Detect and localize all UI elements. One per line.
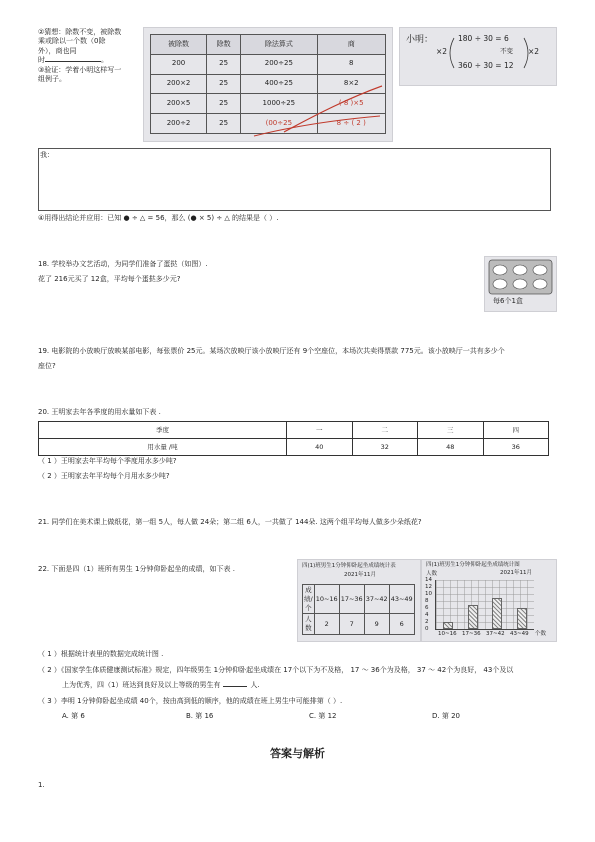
q22-blank[interactable] bbox=[223, 686, 247, 687]
table-header: 一 bbox=[287, 422, 353, 439]
option-b[interactable]: B. 第 16 bbox=[186, 712, 214, 720]
table-cell: 37~42 bbox=[364, 585, 389, 614]
q20-table bbox=[38, 421, 549, 456]
table-cell: 8×2 bbox=[317, 74, 386, 94]
table-cell: 40 bbox=[287, 439, 353, 456]
chart-bar bbox=[517, 608, 527, 629]
table-cell: 成绩/个 bbox=[303, 585, 315, 614]
xiaoming-photo bbox=[399, 27, 557, 86]
table-cell: 25 bbox=[207, 114, 241, 134]
q20-intro: 20. 王明家去年各季度的用水量如下表 . bbox=[38, 408, 161, 416]
y-tick: 2 bbox=[425, 619, 429, 625]
q22-table-photo bbox=[297, 559, 421, 642]
q17-verify-line: 组例子。 bbox=[38, 75, 66, 84]
photo-table-date: 2021年11月 bbox=[344, 572, 376, 578]
y-tick: 12 bbox=[425, 584, 432, 590]
table-cell: 17~36 bbox=[339, 585, 364, 614]
table-cell: 7 bbox=[339, 614, 364, 635]
table-cell: 200 bbox=[151, 54, 207, 74]
q17-table-header: 商 bbox=[317, 35, 386, 55]
q22-sub2-b: 上为优秀，四（1）班达到良好及以上等级的男生有 人. bbox=[62, 681, 260, 689]
photo-chart-date: 2021年11月 bbox=[500, 570, 532, 576]
xiaoming-mult-right: ×2 bbox=[528, 47, 540, 56]
xiaoming-unchanged: 不变 bbox=[500, 47, 513, 55]
photo-chart-xlabel: 个数 bbox=[535, 631, 547, 637]
q22-sub1: （ 1 ）根据统计表里的数据完成统计图 . bbox=[38, 650, 164, 658]
photo-table-title: 四(1)班男生1分钟仰卧起坐成绩统计表 bbox=[302, 563, 396, 569]
table-header: 二 bbox=[352, 422, 418, 439]
q18-line2: 花了 216元买了 12盒，平均每个蛋挞多少元? bbox=[38, 275, 181, 283]
chart-bar bbox=[468, 605, 478, 630]
chart-bar bbox=[492, 598, 502, 630]
table-cell: 200÷2 bbox=[151, 114, 207, 134]
table-cell: 200×2 bbox=[151, 74, 207, 94]
table-cell: 用水量 /吨 bbox=[39, 439, 287, 456]
xiaoming-line2: 360 ÷ 30 = 12 bbox=[458, 61, 514, 70]
q21-text: 21. 同学们在美术课上做纸花，第一组 5人，每人做 24朵；第二组 6人，一共做了 144朵. 这两个组平均每人做多少朵纸花? bbox=[38, 518, 422, 526]
q22-sub2-a: （ 2 ）《国家学生体质健康测试标准》规定，四年级男生 1分钟仰卧起坐成绩在 17个以下为不及格， 17 ～ 36个为及格， 37 ～ 42个为良好， 43个及以 bbox=[38, 666, 514, 674]
table-cell: 200÷25 bbox=[241, 54, 317, 74]
q17-blank[interactable] bbox=[45, 61, 101, 62]
table-row bbox=[303, 585, 415, 614]
q17-guess-line: 时 。 bbox=[38, 56, 108, 65]
x-tick: 10~16 bbox=[438, 631, 457, 637]
table-cell-handwritten: (00÷25 bbox=[241, 114, 317, 134]
answers-title: 答案与解析 bbox=[270, 747, 325, 760]
chart-bar bbox=[443, 622, 453, 629]
table-cell: 10~16 bbox=[314, 585, 339, 614]
y-tick: 8 bbox=[425, 598, 429, 604]
table-cell: 1000÷25 bbox=[241, 94, 317, 114]
table-cell: 2 bbox=[314, 614, 339, 635]
photo-stat-table bbox=[302, 584, 415, 635]
q17-table-photo bbox=[143, 27, 393, 142]
table-cell: 6 bbox=[389, 614, 414, 635]
option-a[interactable]: A. 第 6 bbox=[62, 712, 85, 720]
photo-chart-title: 四(1)班男生1分钟仰卧起坐成绩统计图 bbox=[426, 562, 520, 568]
y-tick: 10 bbox=[425, 591, 432, 597]
xiaoming-mult-left: ×2 bbox=[436, 47, 448, 56]
q17-verify-line: ③验证：学着小明这样写一 bbox=[38, 65, 122, 74]
table-cell-handwritten: 8 ÷ ( 2 ) bbox=[317, 114, 386, 134]
q17-guess-line: 乘或除以一个数（0除 bbox=[38, 37, 106, 46]
q17-table-header: 除数 bbox=[207, 35, 241, 55]
table-header: 季度 bbox=[39, 422, 287, 439]
egg-tart-photo bbox=[484, 256, 557, 312]
q17-guess-line: ②猜想：除数不变，被除数 bbox=[38, 28, 122, 36]
q17-guess bbox=[38, 28, 138, 85]
y-tick: 14 bbox=[425, 577, 432, 583]
chart-plot-area bbox=[435, 580, 534, 630]
q22-intro: 22. 下面是四（1）班所有男生 1分钟仰卧起坐的成绩，如下表 . bbox=[38, 565, 235, 573]
egg-tart-icon bbox=[485, 257, 556, 297]
q19-line2: 座位? bbox=[38, 362, 56, 370]
table-header: 三 bbox=[418, 422, 484, 439]
my-answer-box[interactable] bbox=[38, 148, 551, 211]
table-row bbox=[39, 422, 549, 439]
table-cell: 25 bbox=[207, 54, 241, 74]
table-header: 四 bbox=[483, 422, 549, 439]
table-cell-handwritten: ( 8 )×5 bbox=[317, 94, 386, 114]
y-tick: 6 bbox=[425, 605, 429, 611]
table-cell: 36 bbox=[483, 439, 549, 456]
table-cell: 25 bbox=[207, 74, 241, 94]
table-row bbox=[39, 439, 549, 456]
xiaoming-label: 小明： bbox=[406, 35, 434, 45]
q22-sub3: （ 3 ）李明 1分钟仰卧起坐成绩 40个，按由高到低的顺序，他的成绩在班上男生中可能排第（ ）. bbox=[38, 697, 343, 705]
option-c[interactable]: C. 第 12 bbox=[309, 712, 337, 720]
q19-line1: 19. 电影院的小放映厅放映某部电影，每张票价 25元。某场次放映厅该小放映厅还有 9个空座位，本场次共卖得票款 775元。该小放映厅一共有多少个 bbox=[38, 347, 505, 355]
q17-table-header: 被除数 bbox=[151, 35, 207, 55]
table-row bbox=[303, 614, 415, 635]
q22-options bbox=[0, 712, 595, 724]
y-tick: 0 bbox=[425, 626, 429, 632]
x-tick: 17~36 bbox=[462, 631, 481, 637]
q22-chart-photo bbox=[421, 559, 557, 642]
table-cell: 48 bbox=[418, 439, 484, 456]
q17-guess-line: 外），商也同 bbox=[38, 46, 77, 55]
option-d[interactable]: D. 第 20 bbox=[432, 712, 460, 720]
table-cell: 43~49 bbox=[389, 585, 414, 614]
q18-line1: 18. 学校举办文艺活动，为同学们准备了蛋挞（如图）. bbox=[38, 260, 208, 268]
brace-marks bbox=[400, 28, 556, 85]
photo-chart-ylabel: 人数 bbox=[426, 571, 438, 577]
me-label: 我： bbox=[40, 151, 54, 159]
xiaoming-line1: 180 ÷ 30 = 6 bbox=[458, 34, 509, 43]
table-cell: 8 bbox=[317, 54, 386, 74]
q17-table-header: 除法算式 bbox=[241, 35, 317, 55]
x-tick: 43~49 bbox=[510, 631, 529, 637]
y-tick: 4 bbox=[425, 612, 429, 618]
table-cell: 人数 bbox=[303, 614, 315, 635]
table-cell: 9 bbox=[364, 614, 389, 635]
egg-tart-caption: 每6个1盒 bbox=[493, 297, 523, 305]
q20-sub1: （ 1 ）王明家去年平均每个季度用水多少吨? bbox=[38, 457, 177, 465]
table-cell: 32 bbox=[352, 439, 418, 456]
q20-sub2: （ 2 ）王明家去年平均每个月用水多少吨? bbox=[38, 472, 170, 480]
handwritten-marks bbox=[144, 28, 392, 141]
table-cell: 200×5 bbox=[151, 94, 207, 114]
table-cell: 400÷25 bbox=[241, 74, 317, 94]
answers-first: 1. bbox=[38, 781, 45, 789]
x-tick: 37~42 bbox=[486, 631, 505, 637]
table-cell: 25 bbox=[207, 94, 241, 114]
q17-conclusion: ④用得出结论并应用：已知 ● ÷ △ = 56，那么 (● × 5) ÷ △ 的结果是（ ）. bbox=[38, 214, 279, 222]
